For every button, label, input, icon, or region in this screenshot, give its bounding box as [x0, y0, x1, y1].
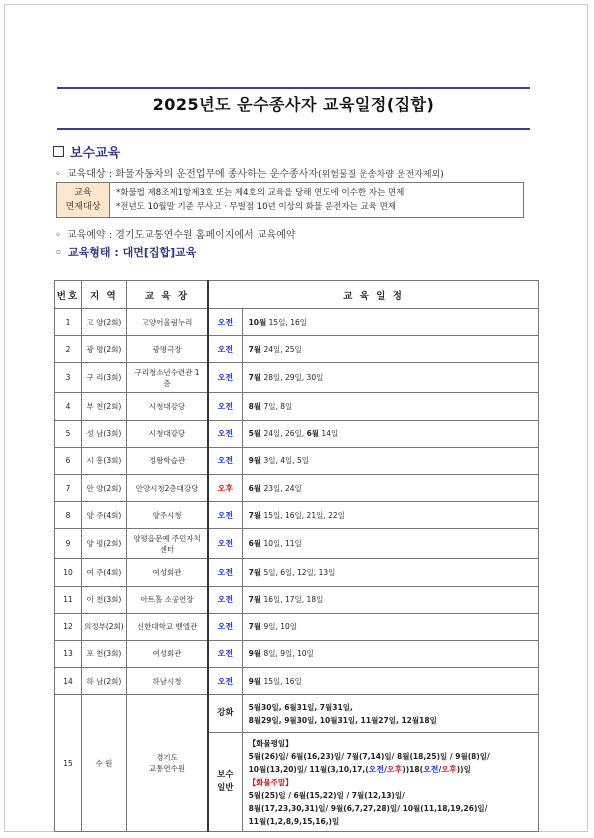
exempt-line1: *화물법 제8조제1항제3호 또는 제4호의 교육을 당해 연도에 이수한 자는 면제	[116, 188, 405, 198]
strong-line2: 8월29일, 9월30일, 10월31일, 11월27일, 12월18일	[248, 715, 437, 725]
row-place: 하남시청	[126, 668, 208, 695]
row-place: 고양어울림누리	[126, 309, 208, 336]
row-time: 오전	[208, 586, 242, 613]
row-no: 6	[55, 447, 82, 474]
weekday-am: 오전	[368, 764, 385, 774]
table-row	[55, 363, 539, 393]
weekday-line2	[249, 763, 532, 776]
row-region: 광 명(2회)	[81, 336, 126, 363]
row-time: 오전	[208, 420, 242, 447]
row-place: 정왕학습관	[126, 447, 208, 474]
regular-label1: 보수	[217, 770, 234, 781]
row-time: 오전	[208, 363, 242, 393]
weekday-line2a: 10월(13,20)일/ 11월(3,10,17,(	[248, 764, 369, 774]
row-month: 8월	[248, 401, 262, 411]
table-row	[55, 447, 539, 474]
row-month: 7월	[248, 595, 262, 605]
row-no: 1	[55, 309, 82, 336]
row-month: 6월	[248, 539, 262, 549]
row-days: 15일, 16일	[261, 676, 302, 686]
row-month: 7월	[248, 373, 262, 383]
page-title: 2025년도 운수종사자 교육일정(집합)	[152, 95, 435, 114]
checkbox-icon	[53, 146, 64, 157]
row-schedule	[242, 640, 538, 667]
row-month: 7월	[248, 510, 262, 520]
row-month2: 6월	[306, 429, 320, 439]
weekday-line1: 5월(26)일/ 6월(16,23)일/ 7월(7,14)일/ 8월(18,25)일 / 9월(8)일/	[248, 751, 490, 761]
row-schedule	[242, 363, 538, 393]
row-place: 양주시청	[126, 502, 208, 529]
row-days2: 14일	[319, 429, 339, 439]
row-place: 안양시청2층대강당	[126, 474, 208, 501]
regular-label	[208, 733, 242, 832]
row-region: 시 흥(3회)	[81, 447, 126, 474]
exempt-head-line2: 면제대상	[65, 202, 101, 212]
table-row	[55, 393, 539, 420]
row-schedule	[242, 502, 538, 529]
table-row	[55, 640, 539, 667]
row-no: 12	[55, 613, 82, 640]
row-place: 양평읍문예 주민자치센터	[126, 529, 208, 559]
row-schedule	[242, 559, 538, 586]
section-header	[53, 142, 120, 161]
row-schedule	[242, 393, 538, 420]
weekend-heading: 【화물주말】	[248, 777, 293, 787]
weekend-line3: 11월(1,2,8,9,15,16,)일	[248, 816, 340, 826]
header-schedule: 교 육 일 정	[208, 281, 538, 309]
row-time: 오전	[208, 336, 242, 363]
row-schedule	[242, 336, 538, 363]
table-row	[55, 586, 539, 613]
row-region: 양 평(2회)	[81, 529, 126, 559]
row-place: 광명극장	[126, 336, 208, 363]
weekday-sep: /	[384, 764, 387, 774]
row-month: 9월	[248, 649, 262, 659]
row-schedule	[242, 529, 538, 559]
row-region: 의정부(2회)	[81, 613, 126, 640]
target-note: (위험물질 운송차량 운전자제외)	[318, 170, 444, 180]
table-row	[55, 502, 539, 529]
row-days: 10일, 11일	[261, 539, 302, 549]
row-region: 양 주(4회)	[81, 502, 126, 529]
row-no: 10	[55, 559, 82, 586]
exempt-line2: *전년도 10월말 기준 무사고 · 무벌점 10년 이상의 화물 운전자는 교육 면제	[116, 202, 397, 212]
row-region: 고 양(2회)	[81, 309, 126, 336]
exempt-body	[110, 183, 523, 217]
row-schedule	[242, 613, 538, 640]
row-time: 오전	[208, 529, 242, 559]
row-days: 9일, 10일	[261, 622, 298, 632]
title-rule-top	[57, 87, 530, 89]
weekend-line2: 8월(17,23,30,31)일/ 9월(6,7,27,28)일/ 10월(11,18,19,26)일/	[248, 803, 488, 813]
row-days: 15일, 16일, 21일, 22일	[261, 510, 345, 520]
table-header-row	[55, 281, 539, 309]
row-place	[126, 695, 208, 832]
row-schedule	[242, 447, 538, 474]
strong-schedule	[242, 695, 538, 733]
row-days: 3일, 4일, 5일	[261, 456, 310, 466]
table-row	[55, 336, 539, 363]
exempt-header	[57, 183, 110, 217]
row-no: 9	[55, 529, 82, 559]
table-row	[55, 420, 539, 447]
row-schedule	[242, 309, 538, 336]
exempt-box	[56, 182, 524, 218]
row-schedule	[242, 474, 538, 501]
row-month: 7월	[248, 622, 262, 632]
row-place: 신한대학교 벧엘관	[126, 613, 208, 640]
row-place-line2: 교통연수원	[148, 764, 186, 774]
row-days: 23일, 24일	[261, 483, 302, 493]
row-place: 여성회관	[126, 559, 208, 586]
weekday-pm: 오후	[386, 764, 403, 774]
strong-line1: 5월30일, 6월31일, 7월31일,	[248, 702, 353, 712]
schedule-table	[54, 280, 539, 832]
target-line	[55, 165, 444, 180]
header-place: 교 육 장	[126, 281, 208, 309]
row-time: 오전	[208, 309, 242, 336]
row-no: 5	[55, 420, 82, 447]
weekday-heading: 【화물평일】	[248, 738, 293, 748]
row-place: 시청대강당	[126, 393, 208, 420]
reserve-line	[55, 226, 296, 241]
table-row	[55, 559, 539, 586]
row-no: 3	[55, 363, 82, 393]
row-no: 11	[55, 586, 82, 613]
row-days: 15일, 16일	[266, 317, 308, 327]
row-schedule	[242, 668, 538, 695]
table-row	[55, 474, 539, 501]
form-text: 교육형태 : 대면[집합]교육	[68, 246, 197, 259]
section-title: 보수교육	[70, 146, 121, 161]
row-days: 5일, 6일, 12일, 13일	[261, 567, 336, 577]
row-month: 7월	[248, 344, 262, 354]
row-time: 오전	[208, 447, 242, 474]
row-region: 안 양(2회)	[81, 474, 126, 501]
reserve-text: 교육예약 : 경기도교통연수원 홈페이지에서 교육예약	[66, 230, 296, 241]
row-region: 부 천(2회)	[81, 393, 126, 420]
row-days: 24일, 25일	[261, 344, 302, 354]
row-days: 8일, 9일, 10일	[261, 649, 314, 659]
weekday-am2: 오전	[423, 764, 439, 774]
row-no: 15	[55, 695, 82, 832]
row-region: 성 남(3회)	[81, 420, 126, 447]
row-time: 오전	[208, 613, 242, 640]
weekday-line2b: ))18(	[402, 764, 424, 774]
row-days: 24일, 26일,	[261, 429, 307, 439]
regular-label2: 일반	[217, 783, 234, 794]
weekend-line1: 5월(25)일 / 6월(15,22)일 / 7월(12,13)일/	[248, 790, 405, 800]
weekday-pm2: 오후	[441, 764, 457, 774]
row-region: 수 원	[81, 695, 126, 832]
row-time: 오전	[208, 668, 242, 695]
row-no: 8	[55, 502, 82, 529]
row-time: 오전	[208, 559, 242, 586]
row-days: 28일, 29일, 30일	[261, 373, 324, 383]
target-text: 교육대상 : 화물자동차의 운전업무에 종사하는 운수종사자	[66, 169, 319, 180]
row-region: 포 천(3회)	[81, 640, 126, 667]
row-days: 7일, 8일	[261, 401, 293, 411]
bullet-icon: ◦	[55, 246, 63, 259]
strong-label: 강화	[208, 695, 242, 733]
row-no: 4	[55, 393, 82, 420]
form-line	[55, 244, 196, 260]
header-no: 번호	[55, 281, 82, 309]
row-schedule	[242, 586, 538, 613]
row-days: 16일, 17일, 18일	[261, 595, 324, 605]
row-month: 10월	[248, 317, 267, 327]
row-time: 오전	[208, 502, 242, 529]
table-row	[55, 668, 539, 695]
exempt-head-line1: 교육	[74, 188, 92, 198]
title-rule-bottom	[57, 128, 530, 130]
row-month: 9월	[248, 676, 262, 686]
row-time: 오후	[208, 474, 242, 501]
row-time: 오전	[208, 640, 242, 667]
row-time: 오전	[208, 393, 242, 420]
row-month: 7월	[248, 567, 262, 577]
table-row	[55, 613, 539, 640]
bullet-icon: ◦	[55, 169, 61, 180]
table-row-15-strong	[55, 695, 539, 733]
row-place: 아트홀 소공연장	[126, 586, 208, 613]
row-month: 5월	[248, 429, 262, 439]
row-region: 여 주(4회)	[81, 559, 126, 586]
table-row	[55, 309, 539, 336]
row-region: 구 리(3회)	[81, 363, 126, 393]
bullet-icon: ◦	[55, 230, 61, 241]
table-row	[55, 529, 539, 559]
row-place: 구리청소년수련관 1층	[126, 363, 208, 393]
row-region: 이 천(3회)	[81, 586, 126, 613]
row-no: 13	[55, 640, 82, 667]
row-place-line1: 경기도	[156, 753, 178, 763]
row-no: 7	[55, 474, 82, 501]
row-region: 하 남(2회)	[81, 668, 126, 695]
row-schedule	[242, 420, 538, 447]
row-place: 여성회관	[126, 640, 208, 667]
row-place: 시청대강당	[126, 420, 208, 447]
regular-schedule	[242, 733, 538, 832]
weekday-line2c: ))일	[456, 764, 471, 774]
row-no: 14	[55, 668, 82, 695]
row-month: 9월	[248, 456, 262, 466]
header-region: 지 역	[81, 281, 126, 309]
weekday-sep2: /	[438, 764, 442, 774]
row-no: 2	[55, 336, 82, 363]
row-month: 6월	[248, 483, 262, 493]
